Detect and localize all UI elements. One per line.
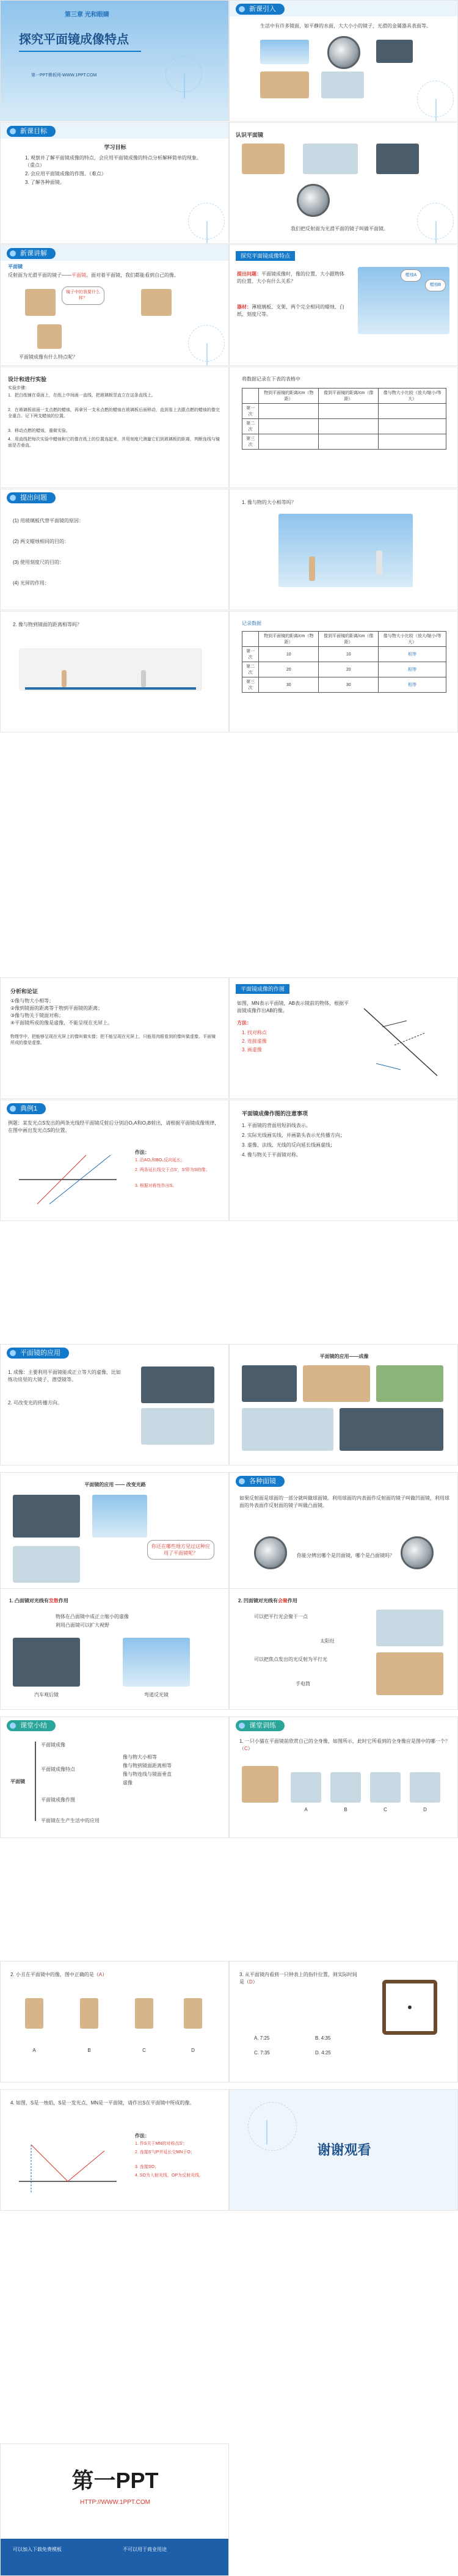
table-caption: 将数据记录在下表的表格中 [242,376,300,382]
practice-1-question [239,1738,450,1753]
cat-cartoon [37,324,62,349]
question-end: ） [252,1979,258,1985]
design-step-0: 实验步骤： [8,386,29,390]
slide-table-filled [229,611,458,732]
photo-1 [242,1365,297,1402]
objective-2: 2. 会应用平面镜成像的作图。（难点） [25,171,106,177]
option-c: C. 7:35 [254,2050,270,2056]
size-result: 相等 [379,662,446,677]
candle-back [141,670,146,687]
summary-branch-4: 平面镜在生产生活中的应用 [41,1818,100,1823]
analysis-heading: 分析和论证 [10,988,38,994]
photo-4 [242,1408,333,1451]
design-step-4: 4．用直线把每次实验中蜡烛和它的像在纸上的位置连起来，并用刻度尺测量它们到玻璃板的距离，判断连线与镜面是否垂直。 [8,437,220,448]
objectives-heading: 学习目标 [104,144,126,150]
summary-leaf-1: 像与物大小相等 [123,1754,157,1760]
slide-notes [229,1100,458,1221]
application-item-2: 2. 可改变光的传播方向。 [8,1400,62,1406]
boy-cartoon [141,289,172,316]
slide-distance-equal [0,611,229,732]
answer: D [249,1979,253,1985]
photo-3 [376,1365,443,1402]
footer-text-2: 不可以用于商业用途 [123,2547,167,2552]
slide-tag: 新课引入 [236,4,285,15]
convex-heading-1: 1. 凸面镜对光线有 [9,1598,49,1604]
question-item-2: (2) 两支蜡烛相同的目的： [13,539,69,544]
logo-text: 第一PPT [71,2468,159,2493]
practice-3-question [239,1971,362,1986]
concave-mirror-photo [254,1536,287,1569]
imaging-heading: 平面镜的应用——成像 [319,1354,369,1359]
solution-1: 1. 沿AO₁和BO₂反向延长； [135,1158,186,1162]
logo-url: HTTP://WWW.1PPT.COM [80,2499,150,2506]
concave-text-2: 可以把焦点发出的光反射为平行光 [254,1657,327,1662]
option-b: B. 4:35 [315,2035,331,2041]
convex-mirror-photo [401,1536,434,1569]
size-question: 1. 像与物的大小相等吗？ [242,500,296,505]
slide-header [230,1,457,16]
image-distance: 30 [319,677,379,693]
row-label: 第三次 [242,677,259,693]
slide-header [1,1345,228,1360]
convex-heading [9,1597,68,1605]
data-caption: 记录数据 [242,621,261,626]
design-step-2: 2．在玻璃板前面一支点燃的蜡烛，再拿另一支未点燃的蜡烛在玻璃板后面移动，直到看上去跟点燃的蜡烛的像完全重合。记下两支蜡烛的位置。 [8,408,220,418]
convex-text-1: 物体在凸面镜中成正立缩小的虚像 [56,1614,129,1619]
table-row [242,647,446,662]
image-distance: 10 [319,647,379,662]
application-item-1: 1. 成像：主要利用平面镜能成正立等大的虚像，比如练功房里的大镜子、潜望镜等。 [8,1370,121,1382]
option-b: B [344,1807,347,1812]
plane-mirror-text-1: 反射面为光滑平面的镜子—— [8,272,71,278]
option-a: A [32,2048,36,2053]
option-a-figure [291,1772,321,1803]
summary-branch-2: 平面镜成像特点 [41,1767,75,1772]
table-row-label: 第三次 [242,434,259,450]
data-table [242,631,446,693]
practice-2-question [10,1971,221,1979]
slide-tag: 新课目标 [7,126,56,137]
summary-root: 平面镜 [10,1779,25,1784]
slide-title [0,0,229,122]
method-1: 1. 找对称点 [242,1030,267,1035]
question-label: 提出问题： [237,271,261,277]
slide-tag: 提出问题 [7,492,56,503]
periscope-photo [141,1366,214,1403]
speech-bubble: 镜子中的我要什么样？ [62,286,104,305]
plane-mirror-sub: 平面镜 [8,264,23,269]
solution-4: 4. SO为入射光线，OP为反射光线。 [135,2173,204,2178]
title-underline [19,51,141,52]
plane-mirror-question: 平面镜成像有什么特点呢？ [19,354,78,360]
option-c: C [142,2048,146,2053]
convex-text-2: 利用凸面镜可以扩大视野 [56,1622,109,1628]
table-header: 物到平面镜的距离/cm（物距） [259,389,319,404]
slide-tag: 平面镜的应用 [7,1348,69,1359]
lake-photo [260,40,309,64]
solution-1: 1. 作S关于MN的对称点S'； [135,2142,187,2146]
analysis-item-4: ④平面镜所成的像是虚像，不能呈现在光屏上。 [10,1020,113,1026]
slide-header [1,245,228,261]
photo-3 [13,1546,80,1583]
analysis-item-1: ①像与物大小相等； [10,998,54,1004]
distance-question: 2. 像与物到镜面的距离相等吗？ [13,622,82,627]
option-d: D [423,1807,427,1812]
slide-tag: 各种面镜 [236,1476,285,1487]
convex-heading-2: 作用 [58,1598,68,1604]
flashlight-photo [376,1652,443,1695]
option-d: D. 4:25 [315,2050,331,2056]
slide-change-path [0,1472,229,1594]
object-distance: 20 [259,662,319,677]
slide-thanks [229,2089,458,2211]
table-row [242,662,446,677]
solution-3: 3. 连接SO； [135,2165,159,2169]
slide-practice-2 [0,1961,229,2082]
summary-leaf-2: 像与物到镜面距离相等 [123,1763,172,1768]
answer: C [244,1746,248,1751]
table-row [242,677,446,693]
solution-label: 作法： [135,1150,150,1155]
note-item-2: 2. 实际光线画实线，并画箭头表示光传播方向； [242,1133,345,1138]
slide-summary [0,1717,229,1838]
hand-mirror-photo [327,36,360,69]
candle-front [62,670,67,687]
table-header: 像到平面镜的距离/cm（像距） [319,389,379,404]
slide-explore [229,244,458,366]
girl-cartoon [25,289,56,316]
note-item-1: 1. 平面镜的背面用短斜线表示。 [242,1123,311,1128]
table-row-label: 第二次 [242,419,259,434]
record-table [242,388,446,450]
table-header: 像与物大小比较（放大/缩小/等大） [379,389,446,404]
example-text: 例题：某发光点S发出的两条光线经平面镜反射后分别沿O₁A和O₂B射出，请根据平面镜成像规律，在图中画出发光点S的位置。 [8,1120,220,1133]
option-c: C [383,1807,387,1812]
slide-drawing [229,977,458,1099]
plane-mirror-text-2: 。面对着平面镜，我们都能看到自己的像。 [86,272,179,278]
photo-5 [340,1408,443,1451]
intro-text: 生活中有许多镜面，如平静的水面，大大小小的镜子，光滑的金属器具表面等。 [260,23,431,29]
table-row-label: 第一次 [242,404,259,419]
row-label: 第一次 [242,647,259,662]
explore-question [237,271,347,285]
slide-logo [0,2443,229,2576]
question-text: 3. 从平面镜内看到一只钟表上的指针位置，则实际时间是（ [239,1972,357,1985]
slide-questions [0,489,229,610]
concave-heading-1: 2. 凹面镜对光线有 [238,1598,278,1604]
solution-3: 3. 根据对称性作出S。 [135,1184,177,1188]
glass-plate-diagram [278,514,413,587]
dandelion-decoration [165,56,202,92]
footer-band [1,2539,228,2575]
slide-design [0,367,229,488]
slide-header [1,489,228,505]
know-mirror-caption: 我们把反射面为光滑平面的镜子叫做平面镜。 [291,226,388,232]
chapter-label: 第三章 光和眼睛 [65,12,109,18]
convex-caption-1: 汽车观后镜 [34,1692,59,1698]
clown-figure-d [184,1998,202,2029]
table-header [242,389,259,404]
mirrors-text: 如果反射面是球面的一部分就叫做球面镜。利用球面的内表面作反射面的镜子叫做凹面镜，利用球面的外表面作反射面的镜子叫做凸面镜。 [239,1495,449,1508]
practice-4-diagram [13,2126,123,2200]
design-step-3: 3．移动点燃的蜡烛，重做实验。 [8,429,70,433]
tools-label: 器材： [237,304,252,310]
slide-know-mirror [229,122,458,244]
size-result: 相等 [379,647,446,662]
option-b: B [87,2048,91,2053]
slide-tag: 典例1 [7,1103,46,1114]
slide-size-equal [229,489,458,610]
slide-analysis [0,977,229,1099]
slide-concave [229,1588,458,1710]
slide-header [230,1473,457,1489]
dandelion-decoration [417,81,454,117]
clock-figure [382,1980,437,2035]
objective-1: 1. 观察并了解平面镜成像的特点，会应用平面镜成像的特点分析解释简单的现象。（重点） [25,155,202,168]
size-result: 相等 [379,677,446,693]
summary-branch-3: 平面镜成像作图 [41,1797,75,1803]
concave-heading-2: 作用 [287,1598,297,1604]
slide-tag: 课堂小结 [7,1720,56,1731]
site-text: 第一PPT模板网-WWW.1PPT.COM [31,73,97,78]
plane-mirror-term: 平面镜 [71,272,86,278]
answer: A [98,1972,103,1977]
convex-caption-2: 弯道反光镜 [144,1692,169,1698]
dandelion-decoration [188,325,225,362]
question-item-1: (1) 用玻璃板代替平面镜的原因： [13,518,84,524]
convex-highlight: 发散 [48,1598,59,1604]
slide-plane-mirror [0,244,229,366]
explore-tools [237,304,347,318]
object-distance: 30 [259,677,319,693]
candle-back [376,550,382,575]
know-mirror-heading: 认识平面镜 [236,132,264,138]
option-a: A. 7:25 [254,2035,270,2041]
method-label: 方法： [237,1020,252,1026]
concave-heading [238,1597,297,1605]
note-item-3: 3. 虚像、法线、光线的反向延长线画虚线； [242,1142,335,1148]
mirror-photo [242,144,285,174]
photo-1 [13,1495,80,1538]
photo-2 [92,1495,147,1538]
question-text: 1. 一只小猫在平面镜前欣赏自己的全身像，如图所示，此时它所看到的全身像应是图中的哪一个？（ [239,1739,450,1751]
slide-practice-3 [229,1961,458,2082]
table-header: 物到平面镜的距离/cm（物距） [259,632,319,647]
solution-2: 2. 连接S'与P并延长交MN于O； [135,2150,195,2155]
table-header [242,632,259,647]
summary-bracket [35,1742,36,1821]
object-distance: 10 [259,647,319,662]
clown-figure-a [25,1998,43,2029]
question-end: ） [247,1746,253,1751]
ruler-diagram [19,648,202,691]
design-heading: 设计和进行实验 [8,376,47,382]
slide-example [0,1100,229,1221]
dandelion-decoration [417,203,454,239]
mirror-photo-2 [260,71,309,98]
slide-header [1,1100,228,1116]
slide-practice-4 [0,2089,229,2211]
cat-mirror-figure [242,1766,278,1803]
question-item-3: (3) 使用刻度尺的目的： [13,560,64,565]
question-text: 2. 小丑在平面镜中的像，图中正确的是（ [10,1972,99,1977]
option-a: A [304,1807,308,1812]
clown-figure-b [80,1998,98,2029]
thanks-text: 谢谢观看 [317,2142,371,2158]
summary-leaf-3: 像与物连线与镜面垂直 [123,1771,172,1777]
question-item-4: (4) 光屏的作用： [13,580,49,586]
concave-caption-2: 手电筒 [296,1681,310,1687]
ruler [25,687,196,690]
candle-b-label: 蜡烛B [425,279,446,291]
row-label: 第二次 [242,662,259,677]
dresser-photo [303,144,358,174]
summary-branch-1: 平面镜成像 [41,1742,65,1748]
objective-3: 3. 了解各种面镜。 [25,180,65,185]
slide-tag: 新课讲解 [7,248,56,259]
slide-practice-1 [229,1717,458,1838]
round-mirror-photo [297,184,330,217]
note-item-4: 4. 像与物关于平面镜对称。 [242,1152,301,1158]
change-path-heading: 平面镜的应用 —— 改变光路 [84,1482,146,1487]
mirror-drawing-diagram [358,1002,449,1088]
slide-application [0,1344,229,1465]
dance-room-photo [141,1408,214,1445]
slide-imaging [229,1344,458,1465]
option-c-figure [370,1772,401,1803]
question-text: 平面镜成像时，像的位置、大小跟物体的位置、大小有什么关系？ [237,271,344,284]
question-bubble: 你还在哪些地方见过这种应用了平面镜呢？ [147,1540,214,1560]
slide-header [1,1717,228,1733]
notes-heading: 平面镜成像作图的注意事项 [242,1111,308,1117]
slide-table-empty [229,367,458,488]
image-distance: 20 [319,662,379,677]
clock-center [408,2005,412,2009]
method-3: 3. 画虚像 [242,1047,262,1053]
candle-front [309,556,315,581]
metal-photo [376,40,413,63]
solution-label: 作法： [135,2133,150,2139]
clown-figure-c [135,1998,153,2029]
bathroom-photo [376,144,419,174]
analysis-item-3: ③像与物关于镜面对称； [10,1013,64,1018]
design-step-1: 1．把白纸铺在桌面上，在纸上中间画一直线，把玻璃板竖直立在这条直线上。 [8,393,156,398]
drawing-text: 如图，MN表示平面镜，AB表示镜前的物体，根据平面镜成像作出AB的像。 [237,1001,349,1013]
table-header: 像到平面镜的距离/cm（像距） [319,632,379,647]
option-d: D [191,2048,195,2053]
tools-text: 薄玻璃板、支架、两个完全相同的蜡烛、白纸、刻度尺等。 [237,304,344,317]
option-b-figure [330,1772,361,1803]
curve-mirror-photo [123,1638,190,1687]
rearview-mirror-photo [13,1638,80,1687]
method-2: 2. 连接虚像 [242,1038,267,1044]
explore-bar: 探究平面镜成像特点 [236,251,295,261]
dandelion-decoration [188,203,225,239]
concave-highlight: 会聚 [277,1598,288,1604]
concave-caption-1: 太阳灶 [320,1638,335,1644]
deck-title: 探究平面镜成像特点 [19,33,129,46]
analysis-item-2: ②像到镜面的距离等于物到平面镜的距离； [10,1005,103,1011]
candle-a-label: 蜡烛A [401,269,421,282]
table-header: 像与物大小比较（放大/缩小/等大） [379,632,446,647]
footer-text-1: 可以加入下载免费模板 [13,2547,62,2552]
slide-intro [229,0,458,122]
mirror-photo-3 [321,71,364,98]
slide-objectives [0,122,229,244]
option-d-figure [410,1772,440,1803]
practice-4-question: 4. 如图，S是一烛焰，S是一发光点，MN是一平面镜，请作出S在平面镜中所成的像。 [10,2100,195,2106]
drawing-bar: 平面镜成像的作图 [236,984,289,994]
slide-header [230,1717,457,1733]
slide-convex [0,1588,229,1710]
slide-header [1,123,228,139]
example-diagram [13,1149,123,1210]
summary-leaf-4: 虚像 [123,1780,133,1786]
analysis-note: 物理学中，把能够呈现在光屏上的像叫做实像；把不能呈现在光屏上，只能用肉眼看到的像叫做虚像。平面镜所成的像是虚像。 [10,1035,216,1045]
slide-mirrors [229,1472,458,1594]
solution-2: 2. 两条延长线交于点S'，S'即为S的像； [135,1168,210,1172]
concave-text-1: 可以把平行光会聚于一点 [254,1614,308,1619]
plane-mirror-text [8,272,222,279]
question-end: ） [102,1972,107,1977]
slide-tag: 课堂训练 [236,1720,285,1731]
solar-cooker-photo [376,1610,443,1646]
mirrors-caption: 你能分辨出哪个是凹面镜，哪个是凸面镜吗？ [297,1553,394,1558]
photo-2 [303,1365,370,1402]
